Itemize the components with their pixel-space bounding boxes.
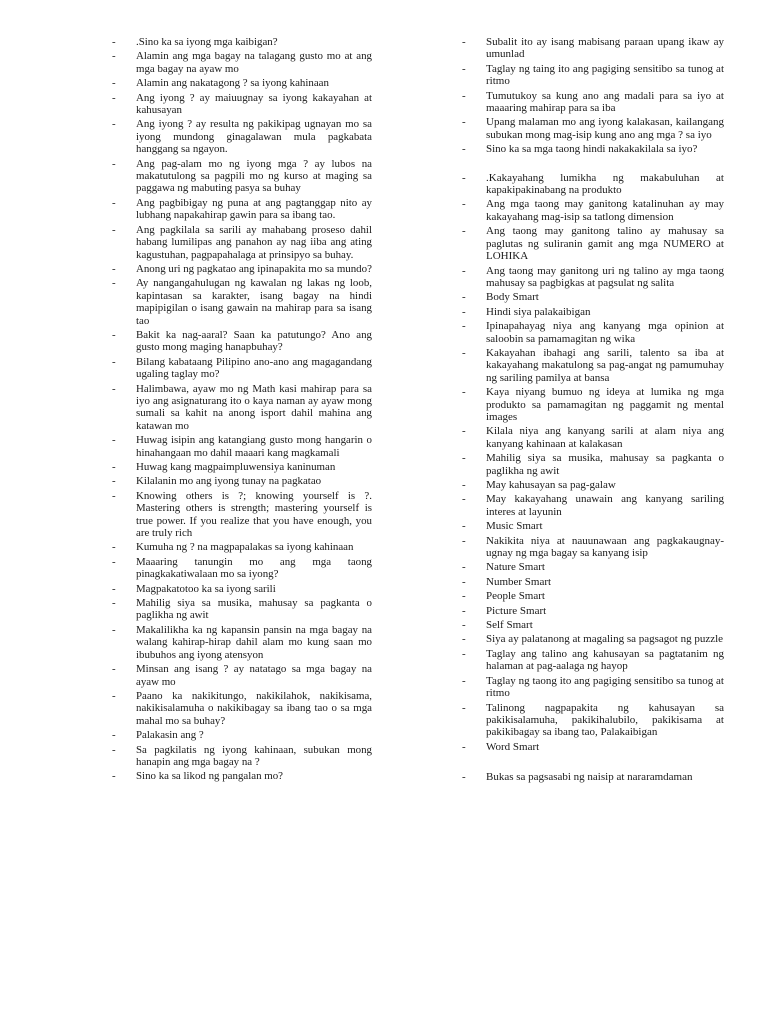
list-item-text: May kahusayan sa pag-galaw: [486, 479, 616, 491]
list-item-text: Huwag kang magpaimpluwensiya kaninuman: [136, 461, 336, 473]
list-item-text: Ang taong may ganitong talino ay mahusay sa paglutas ng suliranin gamit ang mga NUMERO at LOHIKA: [486, 225, 724, 263]
bullet-dash: -: [462, 305, 466, 318]
bullet-dash: -: [462, 701, 466, 714]
list-item-text: Sino ka sa mga taong hindi nakakakilala sa iyo?: [486, 143, 698, 156]
list-item: [462, 386, 724, 423]
list-item: [462, 702, 724, 739]
bullet-dash: -: [462, 225, 466, 238]
list-item: [112, 36, 372, 48]
bullet-dash: -: [462, 479, 466, 491]
bullet-dash: -: [462, 143, 466, 156]
bullet-dash: -: [462, 452, 466, 465]
list-item: [112, 383, 372, 433]
bullet-dash: -: [462, 633, 466, 646]
list-item: [462, 741, 724, 753]
list-item: [112, 158, 372, 195]
list-item-text: Anong uri ng pagkatao ang ipinapakita mo sa mundo?: [136, 262, 372, 275]
list-item-text: Mahilig siya sa musika, mahusay sa pagkanta o paglikha ng awit: [136, 597, 372, 622]
bullet-dash: -: [462, 493, 466, 506]
list-item-text: May kakayahang unawain ang kanyang sariling interes at layunin: [486, 493, 724, 518]
bullet-dash: -: [112, 277, 116, 290]
list-item-text: Sa pagkilatis ng iyong kahinaan, subukan mong hanapin ang mga bagay na ?: [136, 743, 372, 768]
list-item: [112, 624, 372, 661]
list-item: [462, 605, 724, 617]
list-item: [112, 329, 372, 354]
bullet-dash: -: [462, 561, 466, 574]
bullet-dash: -: [112, 157, 116, 170]
list-item: [112, 277, 372, 327]
list-item-text: .Sino ka sa iyong mga kaibigan?: [136, 36, 278, 48]
list-item-text: Subalit ito ay isang mabisang paraan upang ikaw ay umunlad: [486, 36, 724, 61]
bullet-dash: -: [112, 582, 116, 595]
list-item: [462, 291, 724, 303]
list-item: [112, 541, 372, 553]
list-item: [462, 116, 724, 141]
list-item: [462, 771, 724, 783]
list-item: [462, 143, 724, 155]
list-item: [462, 561, 724, 573]
bullet-dash: -: [462, 89, 466, 102]
list-item-text: Siya ay palatanong at magaling sa pagsagot ng puzzle: [486, 633, 724, 646]
bullet-dash: -: [462, 647, 466, 660]
list-item: [462, 172, 724, 197]
bullet-dash: -: [462, 198, 466, 211]
list-item-text: People Smart: [486, 590, 545, 603]
list-item-text: Alamin ang mga bagay na talagang gusto mo at ang mga bagay na ayaw mo: [136, 50, 372, 75]
bullet-dash: -: [462, 116, 466, 129]
list-item: [462, 265, 724, 290]
list-item: [112, 744, 372, 769]
list-item: [112, 50, 372, 75]
list-item: [112, 434, 372, 459]
bullet-dash: -: [462, 171, 466, 184]
bullet-dash: -: [112, 262, 116, 275]
bullet-dash: -: [112, 118, 116, 131]
list-item-text: Ipinapahayag niya ang kanyang mga opinion at saloobin sa pamamagitan ng wika: [486, 320, 724, 345]
list-item-text: Ang mga taong may ganitong katalinuhan ay may kakayahang mag-isip sa tatlong dimension: [486, 198, 724, 223]
list-item-text: Ang pagkilala sa sarili ay mahabang proseso dahil habang lumilipas ang panahon ay nag iiba ang ating kagustuhan, pagpapahalaga at prinsipyo sa buhay.: [136, 223, 372, 261]
list-item: [462, 225, 724, 262]
bullet-dash: -: [112, 461, 116, 473]
list-item-text: Bakit ka nag-aaral? Saan ka patutungo? Ano ang gusto mong maging hanapbuhay?: [136, 328, 372, 354]
bullet-dash: -: [462, 534, 466, 547]
list-item: [462, 63, 724, 88]
right-column-list: [462, 36, 724, 786]
list-item: [462, 452, 724, 477]
list-item: [462, 347, 724, 384]
list-item: [112, 663, 372, 688]
list-item: [112, 556, 372, 581]
list-item: [112, 77, 372, 89]
list-item: [112, 92, 372, 117]
bullet-dash: -: [112, 50, 116, 63]
list-item-text: Alamin ang nakatagong ? sa iyong kahinaan: [136, 77, 329, 90]
list-item-text: Kilala niya ang kanyang sarili at alam niya ang kanyang kahinaan at kalakasan: [486, 425, 724, 450]
list-item-text: Ang iyong ? ay resulta ng pakikipag ugnayan mo sa iyong mundong ginagalawan mula pagkabata hanggang sa ngayon.: [136, 118, 372, 156]
list-item: [112, 597, 372, 622]
bullet-dash: -: [462, 291, 466, 304]
list-item-text: Upang malaman mo ang iyong kalakasan, kailangang subukan mong mag-isip kung ano ang mga ? sa iyo: [486, 116, 724, 141]
bullet-dash: -: [112, 91, 116, 104]
bullet-dash: -: [462, 674, 466, 687]
bullet-dash: -: [462, 425, 466, 438]
list-item: [462, 198, 724, 223]
bullet-dash: -: [112, 77, 116, 90]
list-item: [462, 425, 724, 450]
bullet-dash: -: [462, 619, 466, 632]
bullet-dash: -: [112, 36, 116, 48]
list-item-text: Ang taong may ganitong uri ng talino ay mga taong mahusay sa pagbigkas at pagsulat ng salita: [486, 264, 724, 289]
bullet-dash: -: [112, 489, 116, 502]
list-item-text: Bilang kabataang Pilipino ano-ano ang magagandang ugaling taglay mo?: [136, 355, 372, 381]
list-item-text: Kumuha ng ? na magpapalakas sa iyong kahinaan: [136, 541, 354, 554]
list-item: [112, 197, 372, 222]
bullet-dash: -: [462, 740, 466, 753]
left-column-list: [112, 36, 372, 785]
list-item: [112, 690, 372, 727]
list-item-text: Kakayahan ibahagi ang sarili, talento sa iba at kakayahang makatulong sa pag-angat ng pamumuhay ng sariling pamilya at bansa: [486, 346, 724, 384]
list-item-text: Ang pagbibigay ng puna at ang pagtanggap nito ay lubhang napakahirap gawin para sa ibang tao.: [136, 196, 372, 222]
list-item-text: Self Smart: [486, 619, 533, 632]
list-item-text: Nature Smart: [486, 561, 545, 574]
bullet-dash: -: [112, 729, 116, 742]
list-item: [112, 263, 372, 275]
list-item: [112, 490, 372, 540]
list-item-text: Knowing others is ?; knowing yourself is ?. Mastering others is strength; mastering yourself is true power. If you realize that you have enough, you are truly rich: [136, 489, 372, 540]
list-item: [462, 633, 724, 645]
bullet-dash: -: [462, 604, 466, 617]
list-item: [112, 118, 372, 155]
list-item: [462, 535, 724, 560]
list-item-text: Number Smart: [486, 575, 552, 588]
list-item-text: Hindi siya palakaibigan: [486, 305, 591, 318]
list-item-text: Bukas sa pagsasabi ng naisip at nararamdaman: [486, 771, 693, 784]
list-item-text: Nakikita niya at nauunawaan ang pagkakaugnay-ugnay ng mga bagay sa kanyang isip: [486, 534, 724, 560]
bullet-dash: -: [112, 434, 116, 447]
list-item-text: Tumutukoy sa kung ano ang madali para sa iyo at maaaring mahirap para sa iba: [486, 89, 724, 115]
list-item-text: Taglay ang talino ang kahusayan sa pagtatanim ng halaman at pag-aalaga ng hayop: [486, 647, 724, 673]
bullet-dash: -: [112, 328, 116, 341]
list-item-text: Kaya niyang bumuo ng ideya at lumika ng mga produkto sa pamamagitan ng paggamit ng mental images: [486, 386, 724, 423]
list-item-text: Makalilikha ka ng kapansin pansin na mga bagay na walang kahirap-hirap dahil alam mo kung saan mo ibubuhos ang iyong atensyon: [136, 623, 372, 661]
list-item-text: Mahilig siya sa musika, mahusay sa pagkanta o paglikha ng awit: [486, 452, 724, 477]
list-item-text: Kilalanin mo ang iyong tunay na pagkatao: [136, 475, 322, 488]
list-item-text: Ay nangangahulugan ng kawalan ng lakas ng loob, kapintasan sa karakter, isang bagay na hindi mapipigilan o isang gawain na mahirap para sa isang tao: [136, 277, 372, 327]
list-item-text: Palakasin ang ?: [136, 729, 204, 742]
list-item: [112, 729, 372, 741]
list-item-text: Halimbawa, ayaw mo ng Math kasi mahirap para sa iyo ang asignaturang ito o kaya naman ay ayaw mong sumali sa kahit na anong isport dahil mahina ang katawan mo: [136, 382, 372, 432]
list-item-text: Paano ka nakikitungo, nakikilahok, nakikisama, nakikisalamuha o nakikibagay sa ibang tao o sa mga mahal mo sa buhay?: [136, 689, 372, 727]
list-item: [112, 770, 372, 782]
list-item-text: .Kakayahang lumikha ng makabuluhan at kapakipakinabang na produkto: [486, 171, 724, 197]
list-item: [462, 576, 724, 588]
list-item: [462, 320, 724, 345]
list-item: [112, 583, 372, 595]
bullet-dash: -: [462, 320, 466, 333]
bullet-dash: -: [112, 689, 116, 702]
bullet-dash: -: [112, 663, 116, 676]
list-item: [462, 520, 724, 532]
bullet-dash: -: [112, 541, 116, 554]
bullet-dash: -: [112, 597, 116, 610]
list-item: [112, 356, 372, 381]
bullet-dash: -: [462, 590, 466, 603]
bullet-dash: -: [462, 62, 466, 75]
list-item-text: Sino ka sa likod ng pangalan mo?: [136, 770, 283, 783]
bullet-dash: -: [112, 623, 116, 636]
bullet-dash: -: [112, 475, 116, 488]
list-item: [462, 648, 724, 673]
bullet-dash: -: [112, 223, 116, 236]
bullet-dash: -: [112, 196, 116, 209]
list-item: [112, 475, 372, 487]
list-item-text: Taglay ng taong ito ang pagiging sensitibo sa tunog at ritmo: [486, 674, 724, 700]
list-item-text: Word Smart: [486, 740, 540, 753]
list-item-text: Body Smart: [486, 291, 539, 304]
bullet-dash: -: [112, 770, 116, 783]
list-item-text: Picture Smart: [486, 604, 547, 617]
bullet-dash: -: [112, 382, 116, 395]
list-item-text: Minsan ang isang ? ay natatago sa mga bagay na ayaw mo: [136, 663, 372, 688]
bullet-dash: -: [462, 386, 466, 399]
bullet-dash: -: [112, 743, 116, 756]
bullet-dash: -: [462, 575, 466, 588]
list-item-text: Magpakatotoo ka sa iyong sarili: [136, 582, 276, 595]
bullet-dash: -: [462, 36, 466, 48]
list-item: [112, 461, 372, 473]
list-item: [462, 306, 724, 318]
bullet-dash: -: [462, 346, 466, 359]
list-item: [112, 224, 372, 261]
list-item-text: Talinong nagpapakita ng kahusayan sa pakikisalamuha, pakikihalubilo, pakikisama at pakikibagay sa ibang tao, Palakaibigan: [486, 701, 724, 739]
list-item: [462, 36, 724, 61]
list-item-text: Maaaring tanungin mo ang mga taong pinagkakatiwalaan mo sa iyong?: [136, 555, 372, 581]
bullet-dash: -: [462, 771, 466, 784]
list-item-text: Taglay ng taing ito ang pagiging sensitibo sa tunog at ritmo: [486, 62, 724, 88]
list-item-text: Huwag isipin ang katangiang gusto mong hangarin o hinahangaan mo dahil maaari kang magkamali: [136, 434, 372, 459]
bullet-dash: -: [112, 355, 116, 368]
list-item-text: Ang iyong ? ay maiuugnay sa iyong kakayahan at kahusayan: [136, 91, 372, 117]
list-item: [462, 479, 724, 491]
list-item: [462, 619, 724, 631]
list-item-text: Music Smart: [486, 520, 543, 533]
list-item: [462, 493, 724, 518]
bullet-dash: -: [112, 555, 116, 568]
bullet-dash: -: [462, 520, 466, 533]
list-item: [462, 675, 724, 700]
list-item-text: Ang pag-alam mo ng iyong mga ? ay lubos na makatutulong sa pagpili mo ng kurso at maging sa paggawa ng mabuting pasya sa buhay: [136, 157, 372, 195]
list-item: [462, 590, 724, 602]
list-item: [462, 90, 724, 115]
bullet-dash: -: [462, 264, 466, 277]
